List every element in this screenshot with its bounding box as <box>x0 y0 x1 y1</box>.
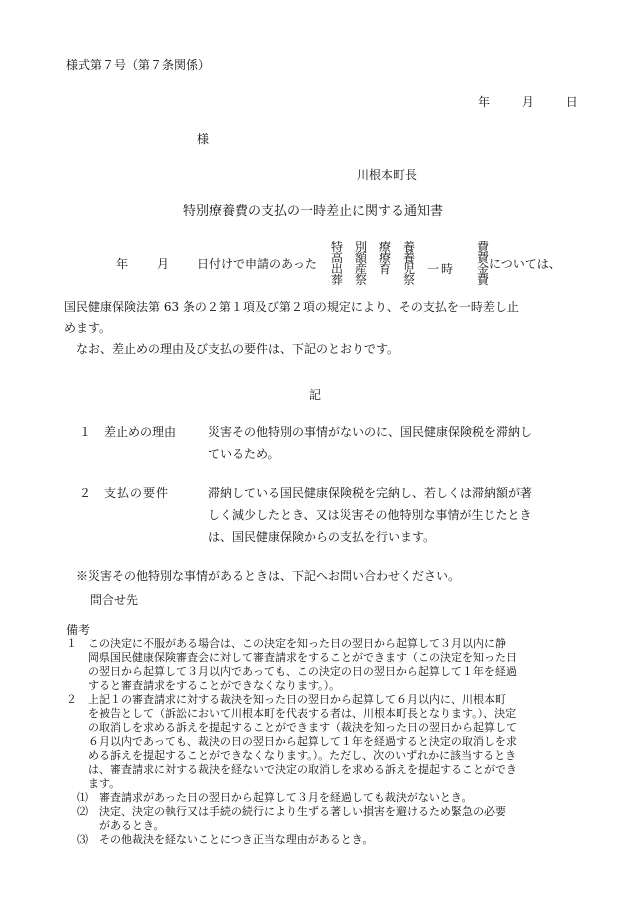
reason-line: 災害その他特別の事情がないのに、国民健康保険税を滞納し <box>208 425 533 439</box>
benefit-char: 産 <box>354 262 367 276</box>
application-line <box>0 238 630 288</box>
note-line: は、審査請求に対する裁決を経ないで決定の取消しを求める訴えを提起することができ <box>66 763 517 776</box>
benefit-char: 費 <box>476 240 489 254</box>
date-year: 年 <box>478 95 491 109</box>
notes-title: 備考 <box>66 623 91 637</box>
benefit-type-list <box>330 242 490 288</box>
document-title: 特別療養費の支払の一時差止に関する通知書 <box>183 204 444 219</box>
ki-heading: 記 <box>309 388 322 402</box>
body-line: 国民健康保険法第 63 条の２第１項及び第２項の規定により、その支払を一時差し止 <box>64 300 519 314</box>
application-suffix: については、 <box>489 257 561 271</box>
benefit-char <box>426 242 440 253</box>
issue-date <box>478 96 578 108</box>
note-line: ⑴ 審査請求があった日の翌日から起算して３月を経過しても裁決がないとき。 <box>66 791 473 804</box>
benefit-char: 児 <box>402 262 415 276</box>
body-paragraph <box>64 297 519 360</box>
reason-number: １ <box>79 425 92 439</box>
reason-label: 支払の要件 <box>104 486 170 500</box>
benefit-char: 療 <box>378 240 391 254</box>
note-line: があるとき。 <box>66 819 165 832</box>
note-line: １ この決定に不服がある場合は、この決定を知った日の翌日から起算して３月以内に静 <box>66 637 506 650</box>
benefit-char <box>440 275 454 286</box>
reason-line: は、国民健康保険からの支払を行います。 <box>208 530 436 544</box>
note-line: ⑵ 決定、決定の執行又は手続の続行により生ずる著しい損害を避けるため緊急の必要 <box>66 805 506 818</box>
benefit-char: 費 <box>476 251 489 265</box>
benefit-char: 葬 <box>330 273 343 287</box>
sender-name: 川根本町長 <box>357 168 418 182</box>
note-line: すると審査請求をすることができなくなります。）。 <box>66 679 341 692</box>
note-line: を被告として（訴訟において川根本町を代表する者は、川根本町長となります。）、決定 <box>66 707 517 720</box>
application-applied-text: 日付けで申請のあった <box>197 257 317 271</box>
contact-label: 問合せ先 <box>90 593 139 607</box>
benefit-char: 出 <box>330 262 343 276</box>
date-month: 月 <box>521 95 534 109</box>
benefit-char: 療 <box>378 251 391 265</box>
benefit-char: 育 <box>378 262 391 276</box>
application-month: 月 <box>157 257 170 271</box>
note-line: の取消しを求める訴えを提起することができます（裁決を知った日の翌日から起算して <box>66 721 517 734</box>
contact-note: ※災害その他特別な事情があるときは、下記へお問い合わせください。 <box>76 569 461 583</box>
benefit-char: 特 <box>330 240 343 254</box>
benefit-char: 祭 <box>354 273 367 287</box>
benefit-char: 別 <box>354 240 367 254</box>
reason-label: 差止めの理由 <box>104 425 177 439</box>
benefit-char <box>440 242 454 253</box>
benefit-char <box>378 275 392 286</box>
benefit-char: 時 <box>440 262 453 276</box>
benefit-char: 祭 <box>402 273 415 287</box>
reason-line: ているため。 <box>208 447 280 461</box>
benefit-char: 養 <box>402 240 415 254</box>
body-line: なお、差止めの理由及び支払の要件は、下記のとおりです。 <box>64 342 400 356</box>
benefit-char: 金 <box>476 262 489 276</box>
body-line: めます。 <box>64 321 112 335</box>
benefit-char: 一 <box>426 262 439 276</box>
date-day: 日 <box>565 95 578 109</box>
reason-line: 滞納している国民健康保険税を完納し、若しくは滞納額が著 <box>208 486 533 500</box>
notes-list <box>66 637 517 847</box>
application-year: 年 <box>116 257 129 271</box>
benefit-char: 額 <box>354 251 367 265</box>
reason-text <box>208 421 532 465</box>
note-line: ⑶ その他裁決を経ないことにつき正当な理由があるとき。 <box>66 833 374 846</box>
note-line: 岡県国民健康保険審査会に対して審査請求をすることができます（この決定を知った日 <box>66 651 517 664</box>
note-line: める訴えを提起することができなくなります。）。ただし、次のいずれかに該当するとき <box>66 749 517 762</box>
note-line: ます。 <box>66 777 121 790</box>
note-line: ２ 上記１の審査請求に対する裁決を知った日の翌日から起算して６月以内に、川根本町 <box>66 693 506 706</box>
recipient-suffix: 様 <box>197 132 210 146</box>
reason-number: ２ <box>79 486 92 500</box>
benefit-char: 養 <box>402 251 415 265</box>
benefit-char: 高 <box>330 251 343 265</box>
form-number: 様式第７号（第７条関係） <box>66 58 211 72</box>
reason-text <box>208 482 532 548</box>
benefit-char <box>426 275 440 286</box>
note-line: の翌日から起算して３月以内であっても、この決定の日の翌日から起算して１年を経過 <box>66 665 517 678</box>
benefit-char: 費 <box>476 273 489 287</box>
reason-line: しく減少したとき、又は災害その他特別な事情が生じたとき <box>208 508 532 522</box>
note-line: ６月以内であっても、裁決の日の翌日から起算して１年を経過すると決定の取消しを求 <box>66 735 517 748</box>
